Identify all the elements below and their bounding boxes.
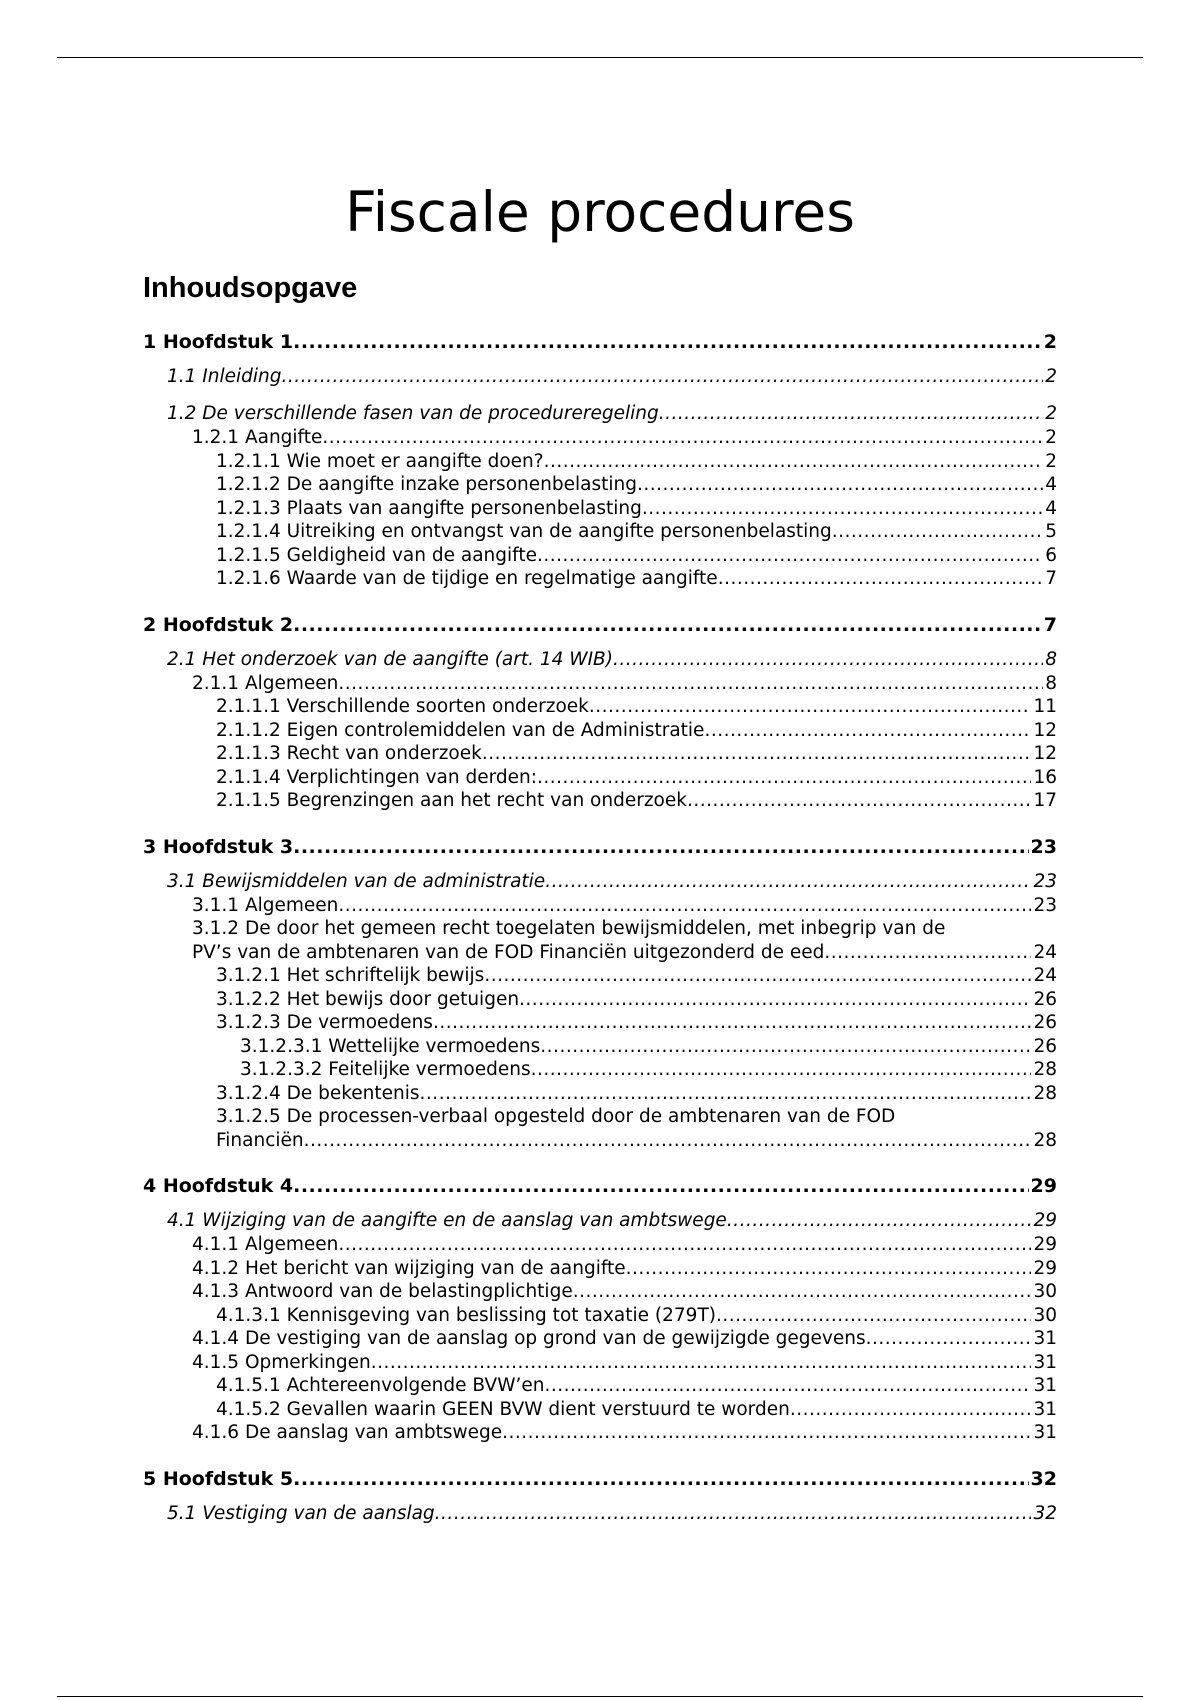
toc-entry-title: 3 Hoofdstuk 3 ..... xyxy=(143,835,1057,859)
toc-entry[interactable] xyxy=(143,1327,1057,1351)
toc-entry-title: 2.1.1.5 Begrenzingen aan het recht van onderzoek ..... xyxy=(216,789,1057,813)
toc-entry-page-number: 7 xyxy=(1043,613,1057,636)
toc-entry-title: 2.1.1.4 Verplichtingen van derden: ..... xyxy=(216,766,1057,790)
toc-entry[interactable] xyxy=(143,567,1057,591)
toc-entry-page-number: 12 xyxy=(1033,719,1057,741)
toc-entry-page-number: 8 xyxy=(1045,672,1057,694)
toc-entry-page-number: 2 xyxy=(1045,427,1057,448)
toc-entry-title: 3.1.2.3.1 Wettelijke vermoedens ..... xyxy=(240,1035,1057,1059)
toc-entry-page-number: 26 xyxy=(1033,1035,1057,1057)
toc-entry-page-number: 16 xyxy=(1033,766,1057,788)
document-title: Fiscale procedures xyxy=(345,179,855,244)
toc-entry-title: 1.2.1 Aangifte ..... xyxy=(192,426,1057,450)
toc-entry[interactable] xyxy=(143,426,1057,450)
toc-entry-page-number: 7 xyxy=(1045,568,1057,589)
toc-entry-title: 1.2.1.4 Uitreiking en ontvangst van de aangifte personenbelasting ..... xyxy=(216,520,1057,544)
toc-entry-page-number: 4 xyxy=(1045,474,1057,495)
toc-entry-page-number: 31 xyxy=(1033,1328,1057,1349)
toc-entry[interactable] xyxy=(143,1351,1057,1375)
toc-entry-title: 3.1.2.3.2 Feitelijke vermoedens ..... xyxy=(240,1058,1057,1082)
table-of-contents xyxy=(143,330,1057,1526)
toc-entry[interactable] xyxy=(143,1280,1057,1304)
toc-entry-page-number: 32 xyxy=(1030,1467,1057,1490)
toc-entry[interactable] xyxy=(143,894,1057,918)
toc-entry-title: 1.2.1.5 Geldigheid van de aangifte ..... xyxy=(216,544,1057,568)
toc-entry-page-number: 31 xyxy=(1033,1351,1057,1373)
toc-entry[interactable] xyxy=(143,1035,1057,1059)
toc-entry-page-number: 30 xyxy=(1033,1304,1057,1326)
toc-entry-page-number: 23 xyxy=(1033,894,1057,916)
toc-entry-title: 1.1 Inleiding ..... xyxy=(167,365,1057,389)
toc-entry[interactable] xyxy=(143,742,1057,766)
toc-entry-page-number: 28 xyxy=(1033,1129,1057,1151)
toc-heading: Inhoudsopgave xyxy=(143,272,358,304)
toc-entry-title: 4.1.4 De vestiging van de aanslag op grond van de gewijzigde gegevens ..... xyxy=(192,1327,1057,1351)
toc-entry-title: 1 Hoofdstuk 1 ..... xyxy=(143,330,1057,354)
toc-entry-page-number: 12 xyxy=(1033,743,1057,764)
toc-entry-title: 2 Hoofdstuk 2 ..... xyxy=(143,613,1057,637)
toc-entry-page-number: 2 xyxy=(1045,366,1057,387)
toc-entry-title: 4.1.2 Het bericht van wijziging van de aangifte ..... xyxy=(192,1257,1057,1281)
toc-entry-title: 3.1.2.1 Het schriftelijk bewijs ..... xyxy=(216,964,1057,988)
toc-entry[interactable] xyxy=(143,497,1057,521)
toc-entry-page-number: 29 xyxy=(1033,1234,1057,1255)
toc-entry[interactable] xyxy=(143,520,1057,544)
toc-entry[interactable] xyxy=(143,1082,1057,1106)
toc-entry-title: 1.2.1.1 Wie moet er aangifte doen? ..... xyxy=(216,450,1057,474)
toc-entry-title: 2.1 Het onderzoek van de aangifte (art. 14 WIB) ..... xyxy=(167,648,1057,672)
toc-entry-title: 4.1.1 Algemeen ..... xyxy=(192,1233,1057,1257)
toc-entry[interactable] xyxy=(143,473,1057,497)
toc-entry-page-number: 4 xyxy=(1045,497,1057,519)
toc-entry-page-number: 2 xyxy=(1045,450,1057,472)
toc-entry-title: 4.1.5.1 Achtereenvolgende BVW’en ..... xyxy=(216,1374,1057,1398)
toc-entry-title: 1.2.1.2 De aangifte inzake personenbelasting ..... xyxy=(216,473,1057,497)
toc-entry-title: 5.1 Vestiging van de aanslag ..... xyxy=(167,1502,1057,1526)
toc-entry-page-number: 8 xyxy=(1045,648,1057,670)
toc-entry[interactable] xyxy=(143,672,1057,696)
toc-entry-title: 1.2.1.3 Plaats van aangifte personenbelasting ..... xyxy=(216,497,1057,521)
toc-entry-title: 4.1.5.2 Gevallen waarin GEEN BVW dient verstuurd te worden ..... xyxy=(216,1398,1057,1422)
toc-entry[interactable] xyxy=(143,613,1057,637)
toc-entry[interactable] xyxy=(143,365,1057,389)
toc-entry[interactable] xyxy=(143,1398,1057,1422)
toc-entry-page-number: 31 xyxy=(1033,1375,1057,1396)
toc-entry-page-number: 31 xyxy=(1033,1422,1057,1443)
toc-entry-page-number: 5 xyxy=(1045,521,1057,542)
toc-entry[interactable] xyxy=(143,450,1057,474)
toc-entry-title: 1.2.1.6 Waarde van de tijdige en regelmatige aangifte ..... xyxy=(216,567,1057,591)
toc-entry-title: 4.1.6 De aanslag van ambtswege ..... xyxy=(192,1421,1057,1445)
toc-entry[interactable] xyxy=(143,695,1057,719)
toc-entry[interactable] xyxy=(143,1174,1057,1198)
toc-entry[interactable] xyxy=(143,789,1057,813)
toc-entry-title: 3.1.2 De door het gemeen recht toegelaten bewijsmiddelen, met inbegrip van de xyxy=(192,918,946,939)
toc-entry[interactable] xyxy=(143,988,1057,1012)
toc-entry-page-number: 30 xyxy=(1033,1281,1057,1302)
toc-entry-page-number: 29 xyxy=(1030,1175,1057,1197)
toc-entry[interactable] xyxy=(143,1105,1057,1152)
toc-entry-page-number: 24 xyxy=(1033,965,1057,986)
toc-entry[interactable] xyxy=(143,719,1057,743)
toc-entry[interactable] xyxy=(143,917,1057,964)
toc-entry[interactable] xyxy=(143,648,1057,672)
toc-entry-title: 3.1.2.3 De vermoedens ..... xyxy=(216,1011,1057,1035)
toc-entry-title: 5 Hoofdstuk 5 ..... xyxy=(143,1467,1057,1491)
toc-entry-page-number: 11 xyxy=(1033,696,1057,717)
toc-entry-title: 4 Hoofdstuk 4 ..... xyxy=(143,1174,1057,1198)
toc-entry[interactable] xyxy=(143,1233,1057,1257)
toc-entry-page-number: 17 xyxy=(1033,790,1057,811)
toc-entry-page-number: 32 xyxy=(1033,1502,1057,1524)
toc-entry-page-number: 31 xyxy=(1033,1398,1057,1420)
toc-entry[interactable] xyxy=(143,1467,1057,1491)
toc-entry[interactable] xyxy=(143,1502,1057,1526)
toc-entry-title-continued: PV’s van de ambtenaren van de FOD Financiën uitgezonderd de eed ..... xyxy=(192,941,1057,965)
toc-entry[interactable] xyxy=(143,835,1057,859)
toc-entry[interactable] xyxy=(143,1304,1057,1328)
toc-entry-title: 4.1.5 Opmerkingen ..... xyxy=(192,1351,1057,1375)
top-rule xyxy=(57,57,1143,58)
toc-entry-title: 3.1.2.5 De processen-verbaal opgesteld door de ambtenaren van de FOD xyxy=(216,1106,896,1127)
toc-entry-title: 3.1.2.4 De bekentenis ..... xyxy=(216,1082,1057,1106)
toc-entry[interactable] xyxy=(143,1421,1057,1445)
toc-entry[interactable] xyxy=(143,766,1057,790)
toc-entry[interactable] xyxy=(143,1058,1057,1082)
toc-entry-title: 2.1.1.3 Recht van onderzoek ..... xyxy=(216,742,1057,766)
toc-entry[interactable] xyxy=(143,1011,1057,1035)
toc-entry-title: 1.2 De verschillende fasen van de procedureregeling ..... xyxy=(167,402,1057,426)
toc-entry[interactable] xyxy=(143,1257,1057,1281)
toc-entry-title: 3.1.2.2 Het bewijs door getuigen ..... xyxy=(216,988,1057,1012)
toc-entry-title: 4.1 Wijziging van de aangifte en de aanslag van ambtswege ..... xyxy=(167,1209,1057,1233)
toc-entry-title: 4.1.3.1 Kennisgeving van beslissing tot taxatie (279T) ..... xyxy=(216,1304,1057,1328)
toc-entry-title: 3.1.1 Algemeen ..... xyxy=(192,894,1057,918)
toc-entry-page-number: 23 xyxy=(1033,870,1057,892)
toc-entry[interactable] xyxy=(143,544,1057,568)
toc-entry-page-number: 29 xyxy=(1033,1210,1057,1231)
toc-entry-page-number: 26 xyxy=(1033,1012,1057,1033)
toc-entry-title: 2.1.1 Algemeen ..... xyxy=(192,672,1057,696)
toc-entry-page-number: 2 xyxy=(1045,403,1057,424)
toc-entry[interactable] xyxy=(143,402,1057,426)
toc-entry[interactable] xyxy=(143,964,1057,988)
toc-entry-page-number: 26 xyxy=(1033,988,1057,1010)
toc-entry-title-continued: Financiën ..... xyxy=(216,1129,1057,1153)
toc-entry-title: 2.1.1.2 Eigen controlemiddelen van de Administratie ..... xyxy=(216,719,1057,743)
toc-entry-title: 2.1.1.1 Verschillende soorten onderzoek ..... xyxy=(216,695,1057,719)
toc-entry[interactable] xyxy=(143,330,1057,354)
toc-entry[interactable] xyxy=(143,1209,1057,1233)
toc-entry-page-number: 2 xyxy=(1043,331,1057,353)
toc-entry-page-number: 23 xyxy=(1030,835,1057,858)
toc-entry-page-number: 28 xyxy=(1033,1082,1057,1104)
toc-entry[interactable] xyxy=(143,870,1057,894)
bottom-rule xyxy=(57,1696,1143,1697)
toc-entry-title: 4.1.3 Antwoord van de belastingplichtige ..... xyxy=(192,1280,1057,1304)
toc-entry-title: 3.1 Bewijsmiddelen van de administratie ..... xyxy=(167,870,1057,894)
toc-entry-page-number: 29 xyxy=(1033,1257,1057,1279)
toc-entry-page-number: 28 xyxy=(1033,1059,1057,1080)
toc-entry[interactable] xyxy=(143,1374,1057,1398)
toc-entry-page-number: 24 xyxy=(1033,941,1057,963)
toc-entry-page-number: 6 xyxy=(1045,544,1057,566)
